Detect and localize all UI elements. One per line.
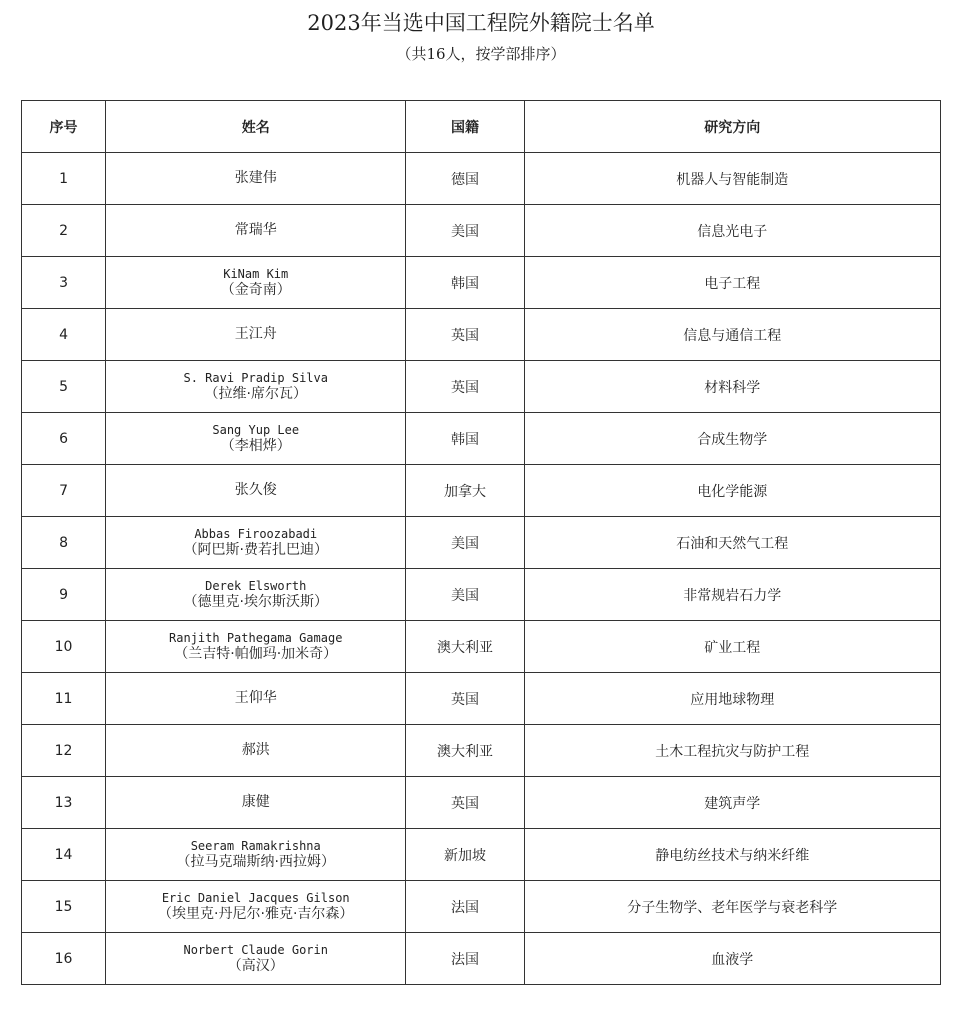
table-row	[22, 621, 941, 673]
research-field-cell: 土木工程抗灾与防护工程	[524, 725, 940, 777]
table-row	[22, 673, 941, 725]
research-field-cell: 信息与通信工程	[524, 309, 940, 361]
name-chinese: 张久俊	[234, 482, 277, 498]
name-chinese: （高汉）	[227, 957, 284, 974]
table-row	[22, 309, 941, 361]
nationality-cell: 美国	[406, 517, 524, 569]
name-cell	[106, 309, 406, 361]
research-field-cell: 材料科学	[524, 361, 940, 413]
name-cell	[106, 205, 406, 257]
row-number: 9	[22, 569, 106, 621]
name-cell	[106, 465, 406, 517]
nationality-cell: 韩国	[406, 257, 524, 309]
name-cell	[106, 361, 406, 413]
research-field-cell: 电子工程	[524, 257, 940, 309]
row-number: 13	[22, 777, 106, 829]
name-chinese: （金奇南）	[220, 281, 291, 298]
name-chinese: 常瑞华	[234, 222, 277, 238]
row-number: 6	[22, 413, 106, 465]
name-cell	[106, 517, 406, 569]
research-field-cell: 机器人与智能制造	[524, 153, 940, 205]
name-cell	[106, 413, 406, 465]
name-english: Derek Elsworth	[205, 578, 307, 593]
research-field-cell: 分子生物学、老年医学与衰老科学	[524, 881, 940, 933]
table-row	[22, 829, 941, 881]
name-chinese: （李相烨）	[220, 437, 291, 454]
row-number: 14	[22, 829, 106, 881]
name-chinese: 张建伟	[234, 170, 277, 186]
name-cell	[106, 257, 406, 309]
table-row	[22, 205, 941, 257]
table-body	[22, 153, 941, 985]
research-field-cell: 信息光电子	[524, 205, 940, 257]
table-row	[22, 465, 941, 517]
name-english: Norbert Claude Gorin	[183, 942, 328, 957]
table-row	[22, 881, 941, 933]
name-cell	[106, 673, 406, 725]
nationality-cell: 法国	[406, 881, 524, 933]
name-chinese: 郝洪	[241, 742, 270, 758]
name-cell	[106, 777, 406, 829]
nationality-cell: 美国	[406, 205, 524, 257]
name-chinese: （德里克·埃尔斯沃斯）	[183, 593, 328, 610]
nationality-cell: 英国	[406, 361, 524, 413]
row-number: 12	[22, 725, 106, 777]
table-row	[22, 517, 941, 569]
research-field-cell: 应用地球物理	[524, 673, 940, 725]
row-number: 11	[22, 673, 106, 725]
table-row	[22, 361, 941, 413]
name-english: Abbas Firoozabadi	[194, 526, 318, 541]
table-row	[22, 725, 941, 777]
row-number: 16	[22, 933, 106, 985]
name-cell	[106, 881, 406, 933]
row-number: 7	[22, 465, 106, 517]
row-number: 4	[22, 309, 106, 361]
nationality-cell: 澳大利亚	[406, 621, 524, 673]
table-row	[22, 413, 941, 465]
name-english: Ranjith Pathegama Gamage	[169, 630, 343, 645]
row-number: 3	[22, 257, 106, 309]
nationality-cell: 英国	[406, 309, 524, 361]
table-row	[22, 257, 941, 309]
row-number: 5	[22, 361, 106, 413]
page-title: 2023年当选中国工程院外籍院士名单	[307, 11, 655, 35]
header-no: 序号	[22, 101, 106, 153]
name-cell	[106, 933, 406, 985]
nationality-cell: 加拿大	[406, 465, 524, 517]
name-english: Seeram Ramakrishna	[190, 838, 321, 853]
row-number: 2	[22, 205, 106, 257]
name-cell	[106, 621, 406, 673]
row-number: 1	[22, 153, 106, 205]
nationality-cell: 德国	[406, 153, 524, 205]
research-field-cell: 建筑声学	[524, 777, 940, 829]
research-field-cell: 静电纺丝技术与纳米纤维	[524, 829, 940, 881]
name-english: KiNam Kim	[223, 266, 289, 281]
name-english: Eric Daniel Jacques Gilson	[161, 890, 350, 905]
nationality-cell: 澳大利亚	[406, 725, 524, 777]
table-header-row	[22, 101, 941, 153]
name-chinese: （阿巴斯·费若扎巴迪）	[183, 541, 328, 558]
nationality-cell: 新加坡	[406, 829, 524, 881]
table-row	[22, 153, 941, 205]
research-field-cell: 非常规岩石力学	[524, 569, 940, 621]
name-chinese: （拉维·席尔瓦）	[204, 385, 307, 402]
nationality-cell: 英国	[406, 777, 524, 829]
header-field: 研究方向	[524, 101, 940, 153]
nationality-cell: 韩国	[406, 413, 524, 465]
header-nationality: 国籍	[406, 101, 524, 153]
table-row	[22, 933, 941, 985]
name-cell	[106, 569, 406, 621]
research-field-cell: 石油和天然气工程	[524, 517, 940, 569]
table-row	[22, 777, 941, 829]
name-cell	[106, 153, 406, 205]
research-field-cell: 矿业工程	[524, 621, 940, 673]
academician-table	[21, 100, 941, 985]
name-cell	[106, 829, 406, 881]
name-english: Sang Yup Lee	[212, 422, 300, 437]
header-name: 姓名	[106, 101, 406, 153]
research-field-cell: 电化学能源	[524, 465, 940, 517]
research-field-cell: 合成生物学	[524, 413, 940, 465]
name-cell	[106, 725, 406, 777]
table-row	[22, 569, 941, 621]
name-chinese: （兰吉特·帕伽玛·加米奇）	[174, 645, 338, 662]
row-number: 8	[22, 517, 106, 569]
name-english: S. Ravi Pradip Silva	[183, 370, 328, 385]
row-number: 10	[22, 621, 106, 673]
research-field-cell: 血液学	[524, 933, 940, 985]
name-chinese: （拉马克瑞斯纳·西拉姆）	[176, 853, 335, 870]
name-chinese: （埃里克·丹尼尔·雅克·吉尔森）	[158, 905, 354, 922]
nationality-cell: 美国	[406, 569, 524, 621]
name-chinese: 王江舟	[234, 326, 277, 342]
page-subtitle: （共16人，按学部排序）	[396, 45, 566, 63]
nationality-cell: 英国	[406, 673, 524, 725]
name-chinese: 王仰华	[234, 690, 277, 706]
row-number: 15	[22, 881, 106, 933]
nationality-cell: 法国	[406, 933, 524, 985]
name-chinese: 康健	[241, 794, 270, 810]
